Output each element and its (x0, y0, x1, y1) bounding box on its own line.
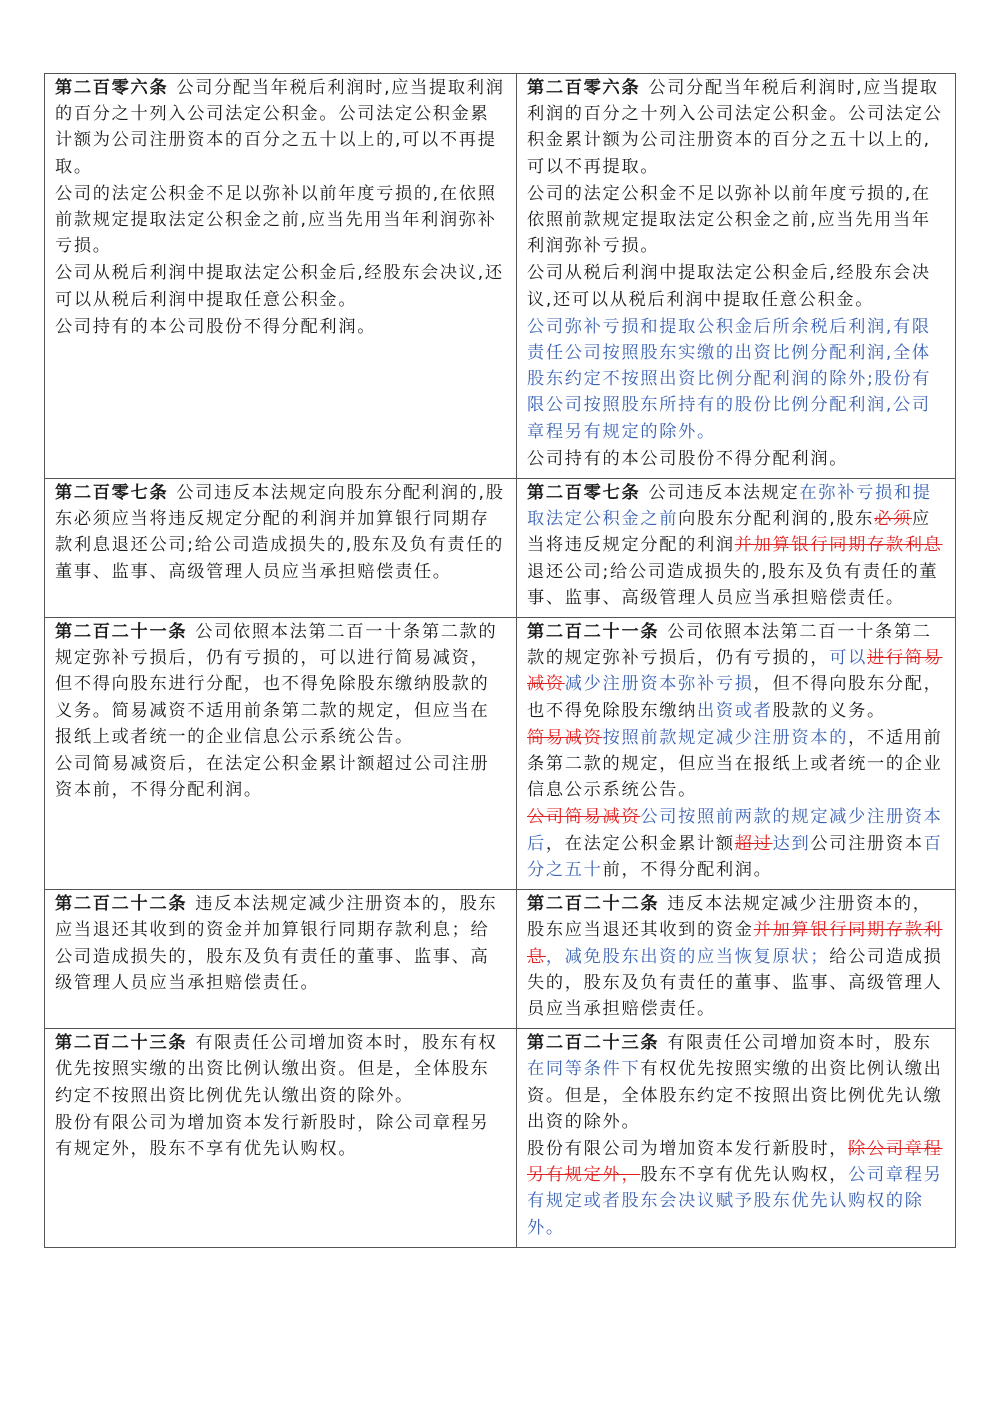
deleted-text: 简易减资 (527, 727, 603, 748)
clause-text: 有限责任公司增加资本时，股东有权优先按照实缴的出资比例认缴出资。但是，全体股东约定不按照出资比例优先认缴出资的除外。 (55, 1033, 498, 1106)
clause-paragraph: 公司从税后利润中提取法定公积金后,经股东会决议,还可以从税后利润中提取任意公积金。 (55, 263, 504, 310)
clause-paragraph: 公司持有的本公司股份不得分配利润。 (527, 448, 849, 469)
table-row (45, 890, 956, 1029)
clause-paragraph (527, 725, 945, 804)
clause-text: 应当将违反规定分配的利润 (527, 509, 931, 556)
deleted-text: 公司简易减资 (527, 807, 641, 828)
added-text: 按照前款规定减少注册资本的 (602, 727, 849, 748)
table-row (45, 1029, 956, 1248)
clause-text: 有权优先按照实缴的出资比例认缴出资。但是，全体股东约定不按照出资比例优先认缴出资的除外。 (527, 1059, 943, 1132)
clause-paragraph (55, 75, 506, 180)
clause-paragraph (55, 1030, 506, 1109)
clause-text: 前，不得分配利润。 (602, 859, 773, 880)
added-text: 出资或者 (697, 700, 773, 721)
clause-text: 股款的义务。 (772, 700, 886, 721)
article-title: 第二百二十一条 (55, 622, 188, 643)
clause-text: 向股东分配利润的,股东 (678, 509, 875, 530)
article-title: 第二百零六条 (55, 78, 169, 98)
deleted-text: 进行简易减资 (527, 648, 943, 695)
new-text-cell (517, 74, 956, 479)
deleted-text: 并加算银行同期存款利息 (527, 920, 943, 967)
clause-paragraph: 公司持有的本公司股份不得分配利润。 (55, 316, 377, 337)
clause-text: 公司分配当年税后利润时,应当提取利润的百分之十列入公司法定公积金。公司法定公积金累计额为公司注册资本的百分之五十以上的,可以不再提取。 (55, 78, 505, 177)
clause-paragraph (527, 75, 945, 180)
clause-paragraph: 公司简易减资后，在法定公积金累计额超过公司注册资本前，不得分配利润。 (55, 754, 490, 801)
new-text-cell (517, 618, 956, 890)
clause-text: 股份有限公司为增加资本发行新股时， (527, 1138, 849, 1159)
clause-text: 公司依照本法第二百一十条第二款的规定弥补亏损后，仍有亏损的， (527, 622, 932, 669)
clause-text: 公司依照本法第二百一十条第二款的规定弥补亏损后，仍有亏损的，可以进行简易减资，但不得向股东进行分配，也不得免除股东缴纳股款的义务。简易减资不适用前条第二款的规定，但应当在报纸上或者统一的企业信息公示系统公告。 (55, 622, 498, 747)
clause-text: ，但不得向股东分配，也不得免除股东缴纳 (527, 674, 943, 721)
added-text: 减少注册资本弥补亏损 (564, 674, 754, 695)
clause-paragraph: 公司从税后利润中提取法定公积金后,经股东会决议,还可以从税后利润中提取任意公积金。 (527, 263, 931, 310)
clause-text: 公司注册资本 (810, 833, 924, 854)
added-text: 在同等条件下 (527, 1059, 641, 1080)
added-text: 达到 (772, 833, 811, 854)
added-paragraph: 公司弥补亏损和提取公积金后所余税后利润,有限责任公司按照股东实缴的出资比例分配利润,全体股东约定不按照出资比例分配利润的除外;股份有限公司按照股东所持有的股份比例分配利润,公司章程另有规定的除外。 (527, 316, 932, 442)
deleted-text: 除公司章程另有规定外， (527, 1138, 943, 1186)
article-title: 第二百二十三条 (527, 1033, 660, 1054)
clause-text: ，在法定公积金累计额 (545, 833, 735, 854)
article-title: 第二百零七条 (55, 483, 169, 504)
clause-paragraph (527, 1136, 945, 1241)
clause-text: 有限责任公司增加资本时，股东 (667, 1033, 932, 1054)
added-text: 百分之五十 (527, 833, 943, 880)
deleted-text: 超过 (734, 833, 773, 854)
clause-paragraph (527, 1030, 945, 1135)
clause-paragraph (527, 619, 945, 724)
clause-paragraph (55, 619, 506, 750)
added-text: 公司章程另有规定或者股东会决议赋予股东优先认购权的除外。 (527, 1165, 943, 1238)
clause-text: ，不适用前条第二款的规定，但应当在报纸上或者统一的企业信息公示系统公告。 (527, 727, 943, 801)
added-text: 公司按照前两款的规定减少注册资本后 (527, 807, 943, 854)
article-title: 第二百零七条 (527, 483, 641, 504)
added-text: 可以 (829, 648, 867, 669)
old-text-cell (45, 618, 517, 890)
clause-paragraph (55, 891, 506, 996)
deleted-text: 并加算银行同期存款利息 (734, 535, 943, 556)
clause-text: 公司分配当年税后利润时,应当提取利润的百分之十列入公司法定公积金。公司法定公积金累计额为公司注册资本的百分之五十以上的,可以不再提取。 (527, 78, 943, 177)
article-title: 第二百二十二条 (55, 894, 188, 915)
comparison-table (44, 73, 956, 1248)
clause-text: 股东不享有优先认购权， (640, 1165, 849, 1186)
old-text-cell (45, 74, 517, 479)
clause-text: 公司违反本法规定 (648, 483, 800, 504)
table-row (45, 74, 956, 479)
old-text-cell (45, 890, 517, 1029)
article-title: 第二百零六条 (527, 78, 641, 98)
old-text-cell (45, 479, 517, 618)
clause-paragraph (527, 891, 945, 1022)
table-row (45, 618, 956, 890)
clause-paragraph: 公司的法定公积金不足以弥补以前年度亏损的,在依照前款规定提取法定公积金之前,应当先用当年利润弥补亏损。 (527, 183, 931, 257)
new-text-cell (517, 1029, 956, 1248)
added-text: 在弥补亏损和提取法定公积金之前 (527, 483, 932, 530)
clause-paragraph: 公司的法定公积金不足以弥补以前年度亏损的,在依照前款规定提取法定公积金之前,应当先用当年利润弥补亏损。 (55, 183, 497, 257)
new-text-cell (517, 890, 956, 1029)
clause-text: 退还公司;给公司造成损失的,股东及负有责任的董事、监事、高级管理人员应当承担赔偿责任。 (527, 561, 939, 608)
clause-text: 公司违反本法规定向股东分配利润的,股东必须应当将违反规定分配的利润并加算银行同期存款利息退还公司;给公司造成损失的,股东及负有责任的董事、监事、高级管理人员应当承担赔偿责任。 (55, 483, 505, 582)
table-row (45, 479, 956, 618)
clause-text: 给公司造成损失的，股东及负有责任的董事、监事、高级管理人员应当承担赔偿责任。 (527, 946, 943, 1019)
new-text-cell (517, 479, 956, 618)
article-title: 第二百二十一条 (527, 622, 660, 643)
clause-paragraph: 股份有限公司为增加资本发行新股时，除公司章程另有规定外，股东不享有优先认购权。 (55, 1112, 490, 1159)
article-title: 第二百二十三条 (55, 1033, 188, 1054)
clause-paragraph (527, 804, 945, 883)
clause-text: 违反本法规定减少注册资本的，股东应当退还其收到的资金并加算银行同期存款利息；给公司造成损失的，股东及负有责任的董事、监事、高级管理人员应当承担赔偿责任。 (55, 894, 498, 993)
added-text: ，减免股东出资的应当恢复原状； (545, 946, 830, 967)
clause-paragraph (55, 480, 506, 585)
article-title: 第二百二十二条 (527, 894, 660, 915)
deleted-text: 必须 (874, 509, 912, 530)
clause-paragraph (527, 480, 945, 611)
old-text-cell (45, 1029, 517, 1248)
clause-text: 违反本法规定减少注册资本的，股东应当退还其收到的资金 (527, 894, 932, 941)
